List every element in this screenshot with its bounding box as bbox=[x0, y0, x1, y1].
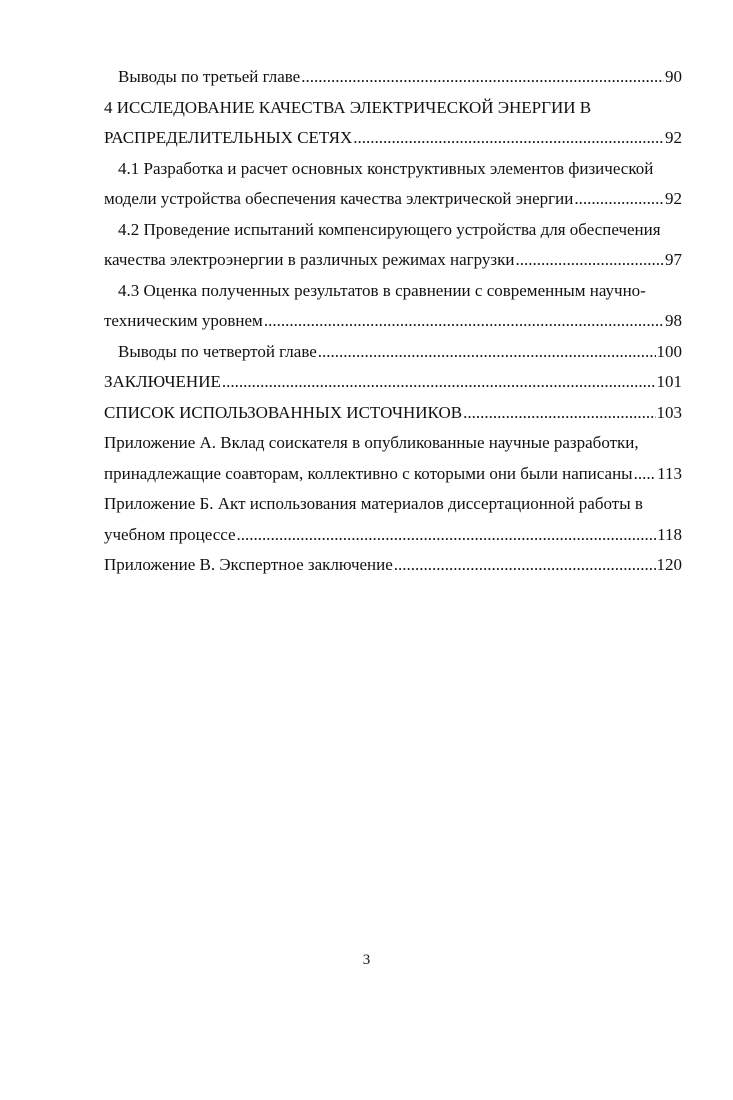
toc-leader bbox=[353, 123, 664, 154]
toc-leader bbox=[318, 337, 656, 368]
toc-entry-4-3-line2[interactable] bbox=[104, 306, 682, 337]
toc-entry-ch4-line1[interactable] bbox=[104, 93, 682, 124]
toc-entry-title: РАСПРЕДЕЛИТЕЛЬНЫХ СЕТЯХ bbox=[104, 128, 353, 147]
toc-entry-appendix-b-line1[interactable] bbox=[104, 489, 682, 520]
toc-entry-title: СПИСОК ИСПОЛЬЗОВАННЫХ ИСТОЧНИКОВ bbox=[104, 402, 463, 422]
toc-entry-appendix-a-line1[interactable] bbox=[104, 428, 682, 459]
toc-entry-appendix-v[interactable] bbox=[104, 550, 682, 581]
toc-entry-title: 4 ИССЛЕДОВАНИЕ КАЧЕСТВА ЭЛЕКТРИЧЕСКОЙ ЭНЕРГИИ В bbox=[104, 97, 592, 117]
toc-entry-page: 92 bbox=[665, 128, 682, 147]
toc-entry-references[interactable] bbox=[104, 398, 682, 429]
page-number: 3 bbox=[362, 952, 371, 968]
toc-entry-page: 92 bbox=[665, 189, 682, 208]
toc-entry-title: модели устройства обеспечения качества электрической энергии bbox=[104, 189, 574, 208]
toc-entry-page: 103 bbox=[656, 402, 682, 422]
toc-entry-title: Приложение Б. Акт использования материалов диссертационной работы в bbox=[104, 494, 643, 513]
toc-entry-title: 4.3 Оценка полученных результатов в сравнении с современным научно- bbox=[118, 280, 646, 300]
toc-entry-page: 97 bbox=[665, 250, 682, 269]
toc-entry-page: 90 bbox=[665, 67, 682, 86]
toc-entry-title: 4.2 Проведение испытаний компенсирующего устройства для обеспечения bbox=[118, 219, 661, 239]
toc-entry-title: техническим уровнем bbox=[104, 311, 263, 330]
toc-entry-4-2-line1[interactable] bbox=[104, 215, 682, 246]
toc-entry-title: ЗАКЛЮЧЕНИЕ bbox=[104, 372, 221, 391]
toc-entry-ch4-conclusions[interactable] bbox=[104, 337, 682, 368]
toc-entry-page: 100 bbox=[656, 341, 682, 361]
toc-leader bbox=[222, 367, 656, 398]
toc-entry-page: 98 bbox=[665, 311, 682, 330]
toc-entry-page: 118 bbox=[657, 524, 682, 544]
toc-entry-title: Приложение В. Экспертное заключение bbox=[104, 555, 393, 574]
toc-entry-4-1-line1[interactable] bbox=[104, 154, 682, 185]
toc-entry-4-2-line2[interactable] bbox=[104, 245, 682, 276]
toc-leader bbox=[634, 459, 657, 490]
toc-entry-title: Выводы по третьей главе bbox=[118, 67, 301, 86]
toc-entry-title: Приложение А. Вклад соискателя в опубликованные научные разработки, bbox=[104, 433, 639, 452]
toc-leader bbox=[264, 306, 664, 337]
toc-entry-title: 4.1 Разработка и расчет основных конструктивных элементов физической bbox=[118, 158, 654, 178]
toc-leader bbox=[237, 520, 657, 551]
toc-leader bbox=[394, 550, 656, 581]
toc-leader bbox=[574, 184, 664, 215]
toc-entry-page: 101 bbox=[656, 372, 682, 391]
toc-entry-page: 120 bbox=[656, 555, 682, 574]
toc-entry-conclusion[interactable] bbox=[104, 367, 682, 398]
toc-entry-title: принадлежащие соавторам, коллективно с которыми они были написаны bbox=[104, 463, 633, 483]
toc-entry-title: Выводы по четвертой главе bbox=[118, 341, 317, 361]
toc-entry-appendix-a-line2[interactable] bbox=[104, 459, 682, 490]
toc-entry-title: качества электроэнергии в различных режимах нагрузки bbox=[104, 250, 515, 269]
toc-entry-page: 113 bbox=[657, 463, 682, 483]
toc-leader bbox=[463, 398, 655, 429]
toc-entry-appendix-b-line2[interactable] bbox=[104, 520, 682, 551]
toc-leader bbox=[515, 245, 664, 276]
toc-entry-ch3-conclusions[interactable] bbox=[104, 62, 682, 93]
toc-entry-title: учебном процессе bbox=[104, 524, 236, 544]
toc-entry-4-1-line2[interactable] bbox=[104, 184, 682, 215]
toc-entry-4-3-line1[interactable] bbox=[104, 276, 682, 307]
toc-leader bbox=[301, 62, 664, 93]
table-of-contents bbox=[104, 62, 682, 581]
toc-entry-ch4-line2[interactable] bbox=[104, 123, 682, 154]
